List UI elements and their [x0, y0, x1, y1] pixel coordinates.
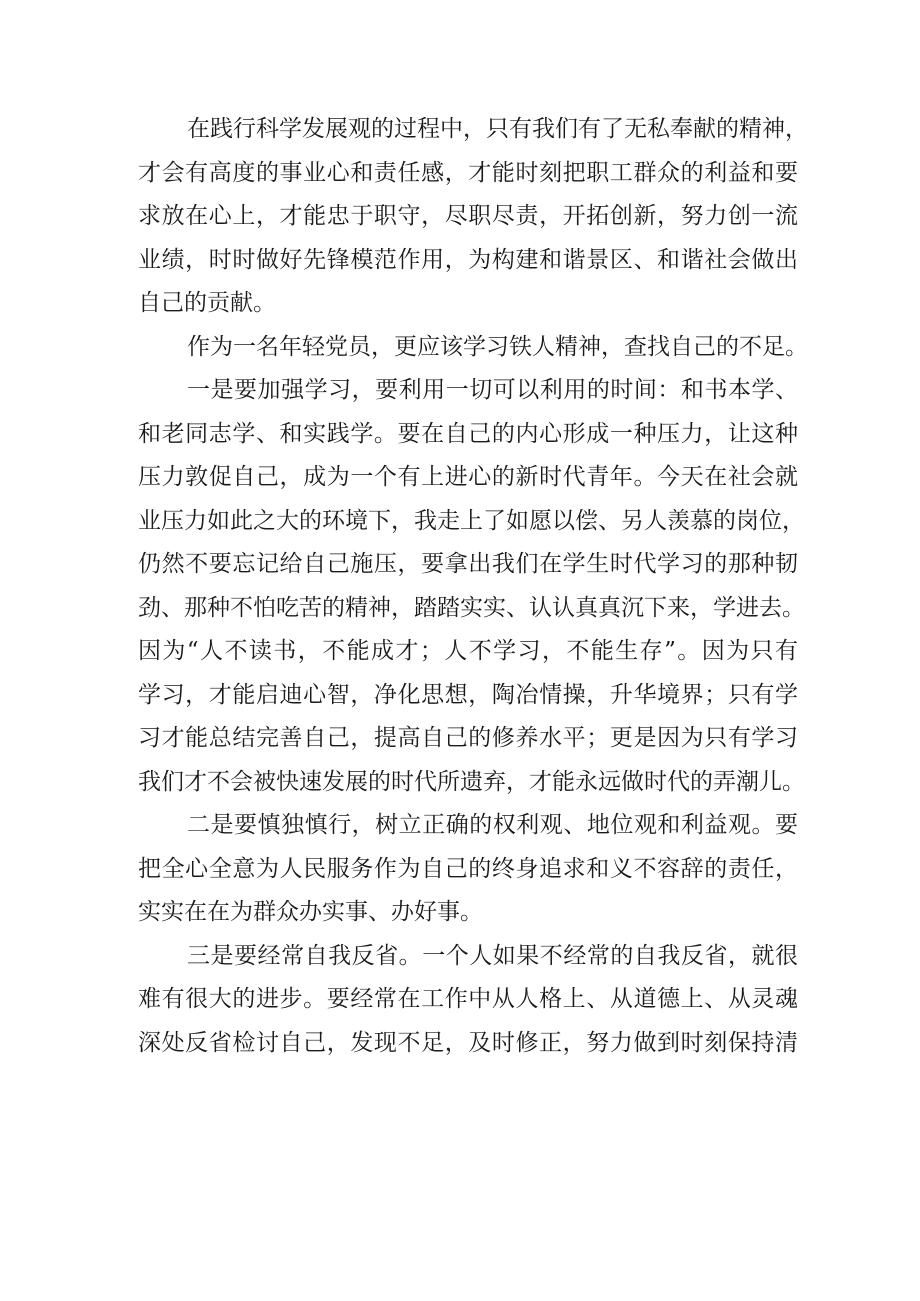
paragraph-line: 学习，才能启迪心智，净化思想，陶冶情操，升华境界；只有学 [138, 681, 798, 708]
paragraph-line: 因为“人不读书，不能成才；人不学习，不能生存”。因为只有 [138, 638, 798, 664]
paragraph-line: 和老同志学、和实践学。要在自己的内心形成一种压力，让这种 [138, 420, 798, 447]
paragraph-line: 习才能总结完善自己，提高自己的修养水平；更是因为只有学习 [138, 725, 798, 751]
paragraph-line: 实实在在为群众办实事、办好事。 [138, 899, 483, 925]
paragraph-line: 压力敦促自己，成为一个有上进心的新时代青年。今天在社会就 [138, 464, 798, 490]
document-body [138, 108, 808, 1065]
paragraph-line: 劲、那种不怕吃苦的精神，踏踏实实、认认真真沉下来，学进去。 [138, 594, 805, 621]
paragraph-line: 业压力如此之大的环境下，我走上了如愿以偿、另人羡慕的岗位， [138, 507, 805, 534]
paragraph-line: 一是要加强学习，要利用一切可以利用的时间：和书本学、 [187, 377, 798, 403]
paragraph-line: 难有很大的进步。要经常在工作中从人格上、从道德上、从灵魂 [138, 986, 798, 1012]
paragraph-line: 在践行科学发展观的过程中，只有我们有了无私奉献的精神， [187, 116, 808, 142]
paragraph-line: 二是要慎独慎行，树立正确的权利观、地位观和利益观。要 [187, 812, 798, 838]
paragraph-line: 仍然不要忘记给自己施压，要拿出我们在学生时代学习的那种韧 [138, 551, 798, 577]
paragraph-line: 作为一名年轻党员，更应该学习铁人精神，查找自己的不足。 [187, 333, 808, 360]
paragraph-line: 深处反省检讨自己，发现不足，及时修正，努力做到时刻保持清 [138, 1029, 798, 1056]
paragraph-line: 业绩，时时做好先锋模范作用，为构建和谐景区、和谐社会做出 [138, 246, 798, 273]
paragraph-line: 自己的贡献。 [138, 290, 276, 316]
paragraph-line: 求放在心上，才能忠于职守，尽职尽责，开拓创新，努力创一流 [138, 203, 798, 229]
paragraph-line: 我们才不会被快速发展的时代所遗弃，才能永远做时代的弄潮儿。 [138, 768, 805, 795]
paragraph-line: 三是要经常自我反省。一个人如果不经常的自我反省，就很 [187, 942, 798, 969]
paragraph-line: 才会有高度的事业心和责任感，才能时刻把职工群众的利益和要 [138, 159, 798, 186]
paragraph-line: 把全心全意为人民服务作为自己的终身追求和义不容辞的责任， [138, 855, 798, 882]
